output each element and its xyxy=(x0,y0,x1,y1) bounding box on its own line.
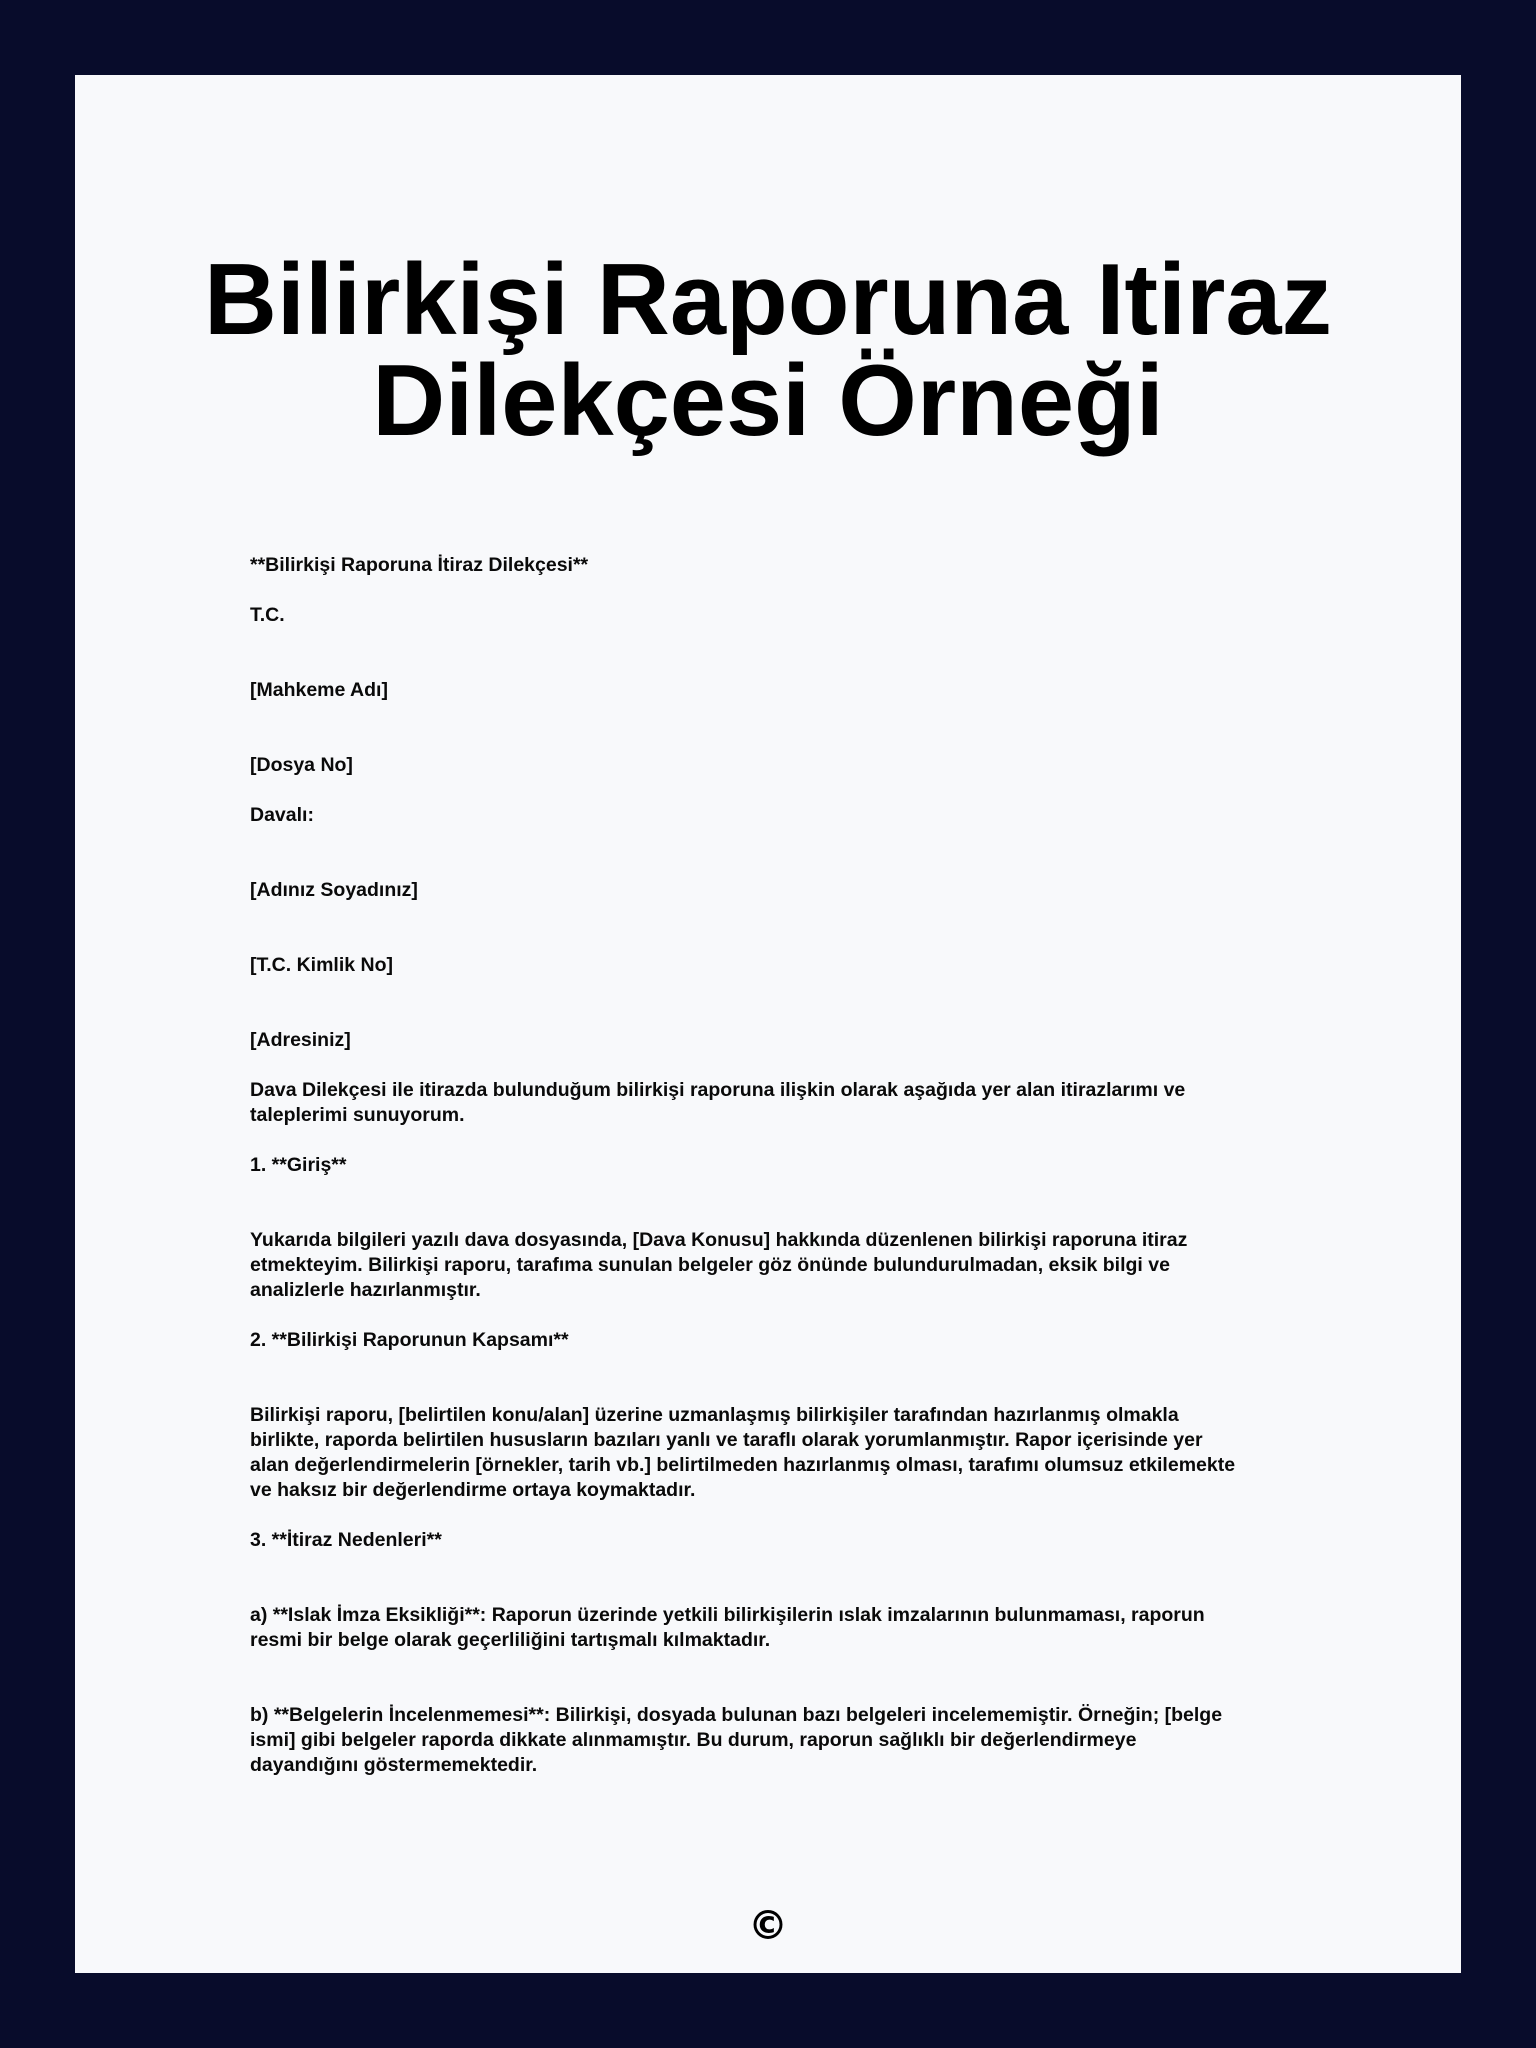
copyright-icon: © xyxy=(748,1903,788,1949)
section-2-line: Bilirkişi raporu, [belirtilen konu/alan] üzerine uzmanlaşmış bilirkişiler tarafından hazırlanmış olmakla xyxy=(250,1404,1179,1426)
section-2-line: birlikte, raporda belirtilen hususların bazıları yanlı ve taraflı olarak yorumlanmıştır. Rapor içerisinde yer xyxy=(250,1429,1203,1451)
reason-a-line: a) **Islak İmza Eksikliği**: Raporun üzerinde yetkili bilirkişilerin ıslak imzalarının bulunmaması, raporun xyxy=(250,1604,1205,1626)
reason-b-line: dayandığını göstermemektedir. xyxy=(250,1754,538,1776)
id-number-placeholder: [T.C. Kimlik No] xyxy=(250,954,394,976)
court-name-placeholder: [Mahkeme Adı] xyxy=(250,679,388,701)
page-title-line-1: Bilirkişi Raporuna Itiraz xyxy=(203,244,1333,356)
reason-a-paragraph xyxy=(250,1603,1310,1653)
reason-a-line: resmi bir belge olarak geçerliliğini tartışmalı kılmaktadır. xyxy=(250,1629,771,1651)
section-1-body xyxy=(250,1228,1310,1303)
address-placeholder: [Adresiniz] xyxy=(250,1029,351,1051)
intro-paragraph xyxy=(250,1078,1310,1128)
section-3-heading: 3. **İtiraz Nedenleri** xyxy=(250,1529,442,1551)
defendant-label: Davalı: xyxy=(250,804,314,826)
tc-label: T.C. xyxy=(250,604,285,626)
section-1-line: analizlerle hazırlanmıştır. xyxy=(250,1279,481,1301)
section-1-line: etmekteyim. Bilirkişi raporu, tarafıma sunulan belgeler göz önünde bulundurulmadan, eksik bilgi ve xyxy=(250,1254,1170,1276)
section-2-body xyxy=(250,1403,1310,1503)
reason-b-line: ismi] gibi belgeler raporda dikkate alınmamıştır. Bu durum, raporun sağlıklı bir değerlendirmeye xyxy=(250,1729,1137,1751)
section-1-heading: 1. **Giriş** xyxy=(250,1154,347,1176)
name-surname-placeholder: [Adınız Soyadınız] xyxy=(250,879,418,901)
section-1-line: Yukarıda bilgileri yazılı dava dosyasında, [Dava Konusu] hakkında düzenlenen bilirkişi raporuna itiraz xyxy=(250,1229,1188,1251)
intro-line: taleplerimi sunuyorum. xyxy=(250,1104,465,1126)
section-2-line: alan değerlendirmelerin [örnekler, tarih vb.] belirtilmeden hazırlanmış olması, tarafımı olumsuz etkilemekte xyxy=(250,1454,1236,1476)
page-title xyxy=(0,244,1536,457)
intro-line: Dava Dilekçesi ile itirazda bulunduğum bilirkişi raporuna ilişkin olarak aşağıda yer alan itirazlarımı ve xyxy=(250,1079,1186,1101)
document-heading: **Bilirkişi Raporuna İtiraz Dilekçesi** xyxy=(250,554,589,576)
page-title-line-2: Dilekçesi Örneği xyxy=(372,345,1164,457)
reason-b-paragraph xyxy=(250,1703,1310,1778)
section-2-line: ve haksız bir değerlendirme ortaya koymaktadır. xyxy=(250,1479,696,1501)
section-2-heading: 2. **Bilirkişi Raporunun Kapsamı** xyxy=(250,1329,569,1351)
reason-b-line: b) **Belgelerin İncelenmemesi**: Bilirkişi, dosyada bulunan bazı belgeleri incelememiştir. Örneğin; [belge xyxy=(250,1704,1223,1726)
file-number-placeholder: [Dosya No] xyxy=(250,754,353,776)
